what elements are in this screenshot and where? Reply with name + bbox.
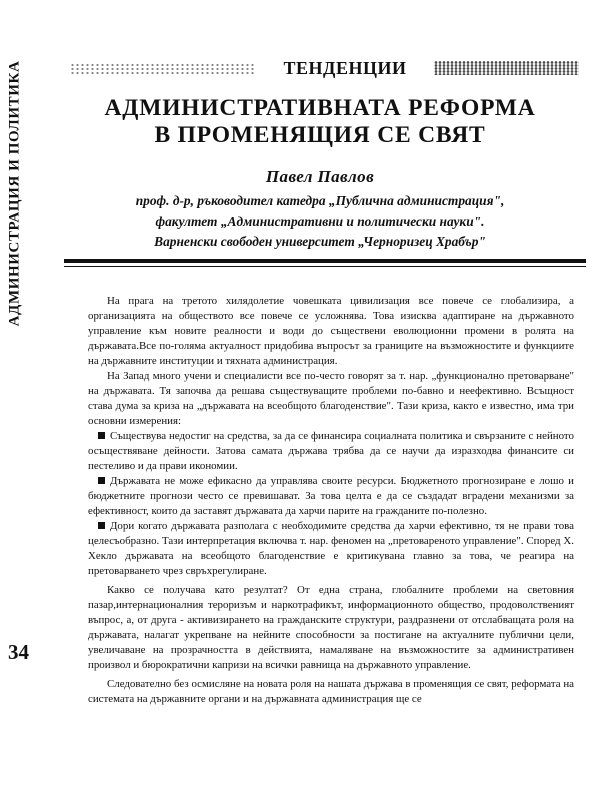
affiliation-line-1: проф. д-р, ръководител катедра „Публична администрация", bbox=[135, 193, 505, 208]
article-title-line-2: В ПРОМЕНЯЩИЯ СЕ СВЯТ bbox=[154, 122, 486, 148]
affiliation-line-3: Варненски свободен университет „Черноризец Храбър" bbox=[154, 234, 486, 249]
affiliation-line-2: факултет „Административни и политически науки". bbox=[155, 213, 485, 229]
bullet-text: Съществува недостиг на средства, за да се финансира социалната политика и свързаните с нейното осъществяване дейности. Затова самата държава трябва да се научи да изразходва финансите си пестеливо и да прави икономии. bbox=[88, 430, 574, 472]
title-divider-thin bbox=[64, 266, 586, 267]
paragraph: На прага на третото хилядолетие човешката цивилизация все повече се глобализира, а организацията на обществото все повече се усложнява. Това изисква адаптиране на държавното управление към новите реалности и води до съществени еволюционни промени в ролята на държавата.Все по-голяма актуалност придобива въпросът за границите на възможностите и функциите на държавните институции и тяхната администрация. bbox=[88, 295, 574, 367]
article-title-line-1: АДМИНИСТРАТИВНАТА РЕФОРМА bbox=[104, 95, 536, 121]
title-divider-thick bbox=[64, 259, 586, 263]
header-ornament-left bbox=[70, 63, 255, 75]
article-title bbox=[60, 95, 580, 149]
square-bullet-icon bbox=[98, 477, 105, 484]
running-section-label bbox=[2, 62, 28, 324]
bullet-text: Държавата не може ефикасно да управлява своите ресурси. Бюджетното прогнозиране е лошо и бюджетните прогнози често се превишават. За това целта е да се създадат вградени механизми за ефективност, които да заставят държавата да харчи парите на гражданите по-полезно. bbox=[88, 475, 574, 517]
bullet-item bbox=[88, 474, 574, 519]
square-bullet-icon bbox=[98, 432, 105, 439]
paragraph: На Запад много учени и специалисти все по-често говорят за т. нар. „функционално претоварване" на държавата. Тя започва да решава съществуващите проблеми по-бавно и неефективно. Всъщност става дума за криза на „държавата на всеобщото благоденствие". Тази криза, както е известно, има три основни измерения: bbox=[88, 370, 574, 427]
bullet-text: Дори когато държавата разполага с необходимите средства да харчи ефективно, тя не прави това целесъобразно. Тази интерпретация включва т. нар. феномен на „претовареното управление". Според Х. Хекло държавата на всеобщото благоденствие е критикувана главно за това, че реагира на претоварването чрез свръхрегулиране. bbox=[88, 520, 574, 577]
page-number: 34 bbox=[8, 640, 29, 664]
author-affiliation bbox=[60, 191, 580, 253]
section-title: ТЕНДЕНЦИИ bbox=[258, 56, 432, 80]
square-bullet-icon bbox=[98, 522, 105, 529]
author-name: Павел Павлов bbox=[265, 167, 375, 186]
article-body bbox=[88, 294, 574, 707]
side-label-text: АДМИНИСТРАЦИЯ И ПОЛИТИКА bbox=[6, 60, 23, 326]
bullet-item bbox=[88, 429, 574, 474]
header-ornament-right bbox=[434, 61, 579, 75]
bullet-item bbox=[88, 519, 574, 579]
section-header bbox=[62, 56, 582, 80]
paragraph: Следователно без осмисляне на новата роля на нашата държава в променящия се свят, реформата на системата на държавните органи и на държавната администрация ще се bbox=[88, 678, 574, 705]
paragraph: Какво се получава като резултат? От една страна, глобалните проблеми на световния пазар,интернационалния тероризъм и наркотрафикът, информационното общество, продоволственият въпрос, а, от друга - активизирането на гражданските структури, раздразнени от отслабващата роля на държавата, налагат укрепване на нейните способности за постигане на актуалните публични цели, увеличаване на прозрачността в действията, намаляване на възможностите за административен произвол и бюрократични капризи на всички равнища на държавното управление. bbox=[88, 584, 574, 671]
